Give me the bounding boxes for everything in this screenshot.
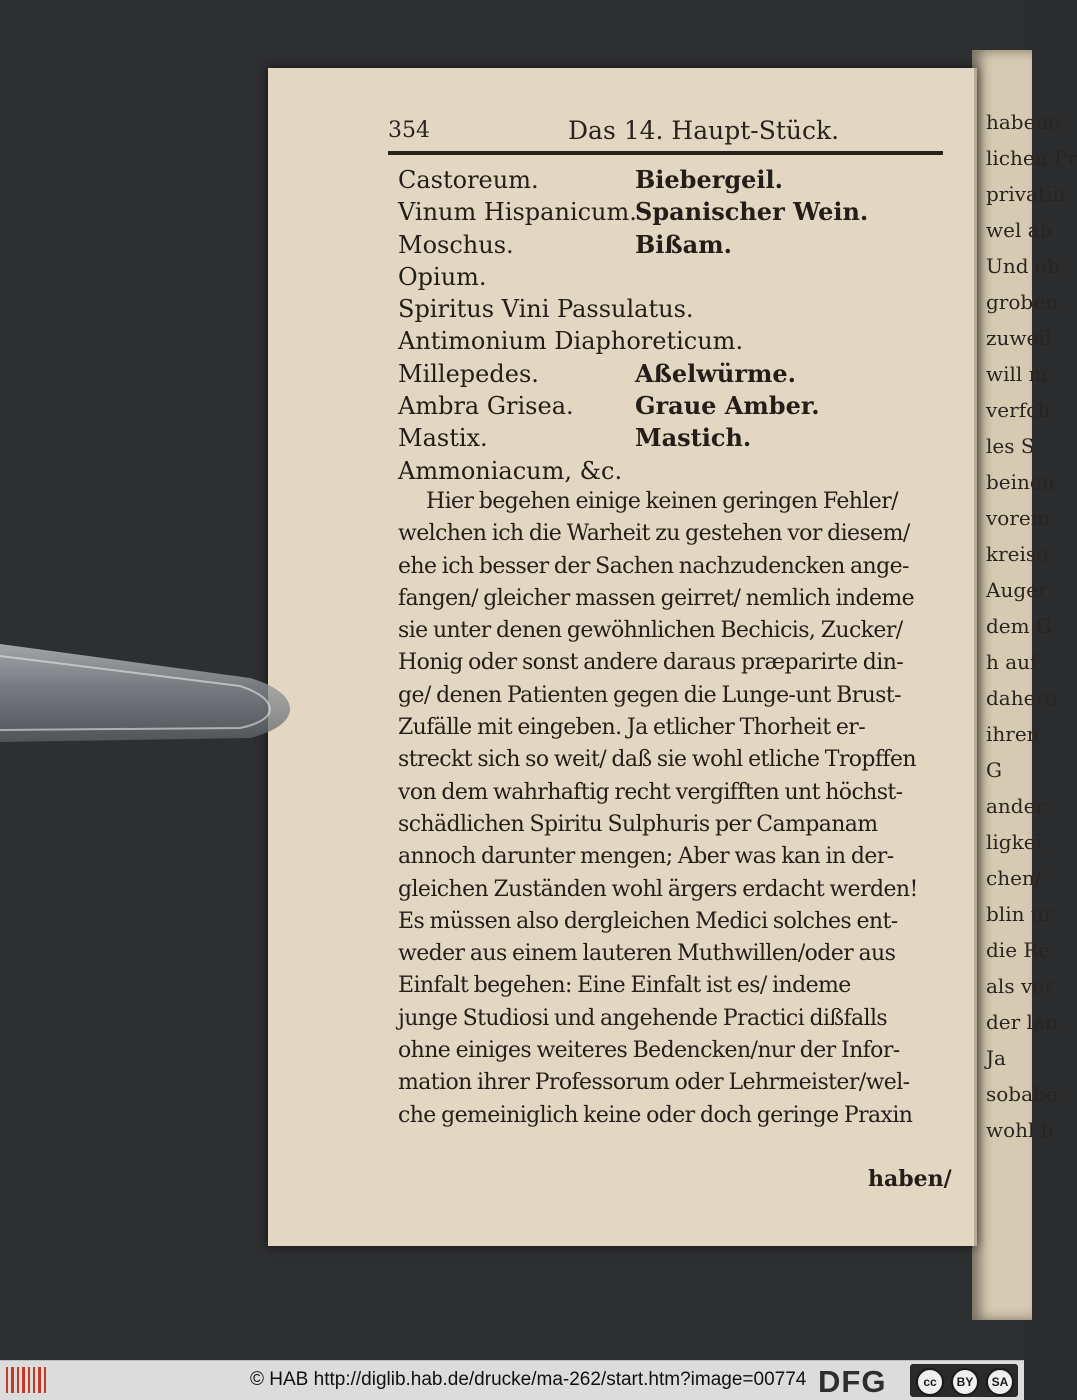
ingredient-row: [398, 455, 958, 487]
text-line: ehe ich besser der Sachen nachzudencken ange-: [398, 553, 909, 579]
ingredient-german: Spanischer Wein.: [635, 197, 869, 227]
facing-page-fragment: als ver: [986, 974, 1054, 998]
ingredient-latin: Spiritus Vini Passulatus.: [398, 295, 694, 324]
facing-page-fragment: vorem: [986, 506, 1050, 530]
ingredient-latin: Antimonium Diaphoreticum.: [398, 327, 744, 356]
ingredient-row: [398, 261, 958, 293]
text-line: Einfalt begehen: Eine Einfalt ist es/ indeme: [398, 973, 851, 999]
facing-page-fragment: h auf: [986, 650, 1038, 674]
text-line: junge Studiosi und angehende Practici dißfalls: [398, 1005, 888, 1031]
text-line: sie unter denen gewöhnlichen Bechicis, Zucker/: [398, 618, 903, 644]
sa-icon: SA: [986, 1368, 1014, 1396]
cc-license-badge[interactable]: [910, 1364, 1018, 1397]
facing-page-fragment: Und ob: [986, 254, 1060, 278]
text-line: weder aus einem lauteren Muthwillen/oder aus: [398, 941, 896, 967]
ingredient-latin: Moschus.: [398, 230, 514, 259]
footer-source-link[interactable]: © HAB http://diglib.hab.de/drucke/ma-262/start.htm?image=00774: [250, 1369, 807, 1390]
ingredient-latin: Mastix.: [398, 424, 488, 453]
text-line: Honig oder sonst andere daraus præparirte din-: [398, 650, 904, 676]
footer-bar: [0, 1360, 1024, 1400]
facing-page-fragment: ligkei: [986, 830, 1042, 854]
text-line: Zufälle mit eingeben. Ja etlicher Thorheit er-: [398, 715, 866, 741]
text-line: Es müssen also dergleichen Medici solches ent-: [398, 908, 898, 934]
ingredient-latin: Ambra Grisea.: [398, 392, 574, 421]
facing-page-fragment: dahero: [986, 686, 1058, 710]
text-line: fangen/ gleicher massen geirret/ nemlich indeme: [398, 585, 915, 611]
facing-page-fragment: Ja: [986, 1046, 1006, 1070]
running-head-title: Das 14. Haupt-Stück.: [568, 116, 840, 145]
page-number: 354: [388, 118, 430, 143]
text-line: ohne einiges weiteres Bedencken/nur der Infor-: [398, 1038, 900, 1064]
facing-page-fragment: ander: [986, 794, 1046, 818]
facing-page-fragment: wohl b: [986, 1118, 1054, 1142]
facing-page-edge: [972, 50, 1077, 1320]
ingredient-row: [398, 390, 958, 422]
facing-page-fragment: wel ab: [986, 218, 1053, 242]
facing-page-fragment: G: [986, 758, 1002, 782]
facing-page-fragment: dem G: [986, 614, 1052, 638]
facing-page-fragment: will m: [986, 362, 1048, 386]
ingredient-list: [398, 164, 958, 487]
facing-page-fragment: lichen Pr: [986, 146, 1077, 170]
ingredient-latin: Opium.: [398, 262, 487, 291]
text-line: mation ihrer Professorum oder Lehrmeister/wel-: [398, 1070, 910, 1096]
ingredient-german: Biebergeil.: [635, 165, 784, 194]
text-line: che gemeiniglich keine oder doch geringe Praxin: [398, 1102, 913, 1128]
ingredient-german: Graue Amber.: [635, 391, 820, 421]
facing-page-fragment: les S: [986, 434, 1035, 458]
by-icon: BY: [951, 1368, 979, 1396]
text-line: streckt sich so weit/ daß sie wohl etliche Tropffen: [398, 747, 916, 773]
dfg-logo: DFG: [818, 1364, 887, 1399]
facing-page-fragment: privatin: [986, 182, 1066, 206]
ingredient-latin: Ammoniacum, &c.: [398, 456, 623, 485]
ingredient-latin: Castoreum.: [398, 166, 539, 194]
head-rule: [388, 151, 943, 155]
facing-page-fragment: zuweil: [986, 326, 1052, 350]
hab-logo-icon: [6, 1367, 46, 1393]
text-line: von dem wahrhaftig recht vergifften unt höchst-: [398, 779, 903, 805]
ingredient-latin: Millepedes.: [398, 359, 539, 388]
ingredient-german: Mastich.: [635, 423, 752, 453]
facing-page-fragment: kreiso: [986, 542, 1049, 566]
facing-page-fragment: der lan: [986, 1010, 1058, 1034]
facing-page-fragment: ihren: [986, 722, 1040, 746]
facing-page-fragment: habene: [986, 110, 1061, 134]
text-line: gleichen Zuständen wohl ärgers erdacht werden!: [398, 876, 918, 902]
facing-page-fragment: verfch: [986, 398, 1051, 422]
text-line: ge/ denen Patienten gegen die Lunge-unt Brust-: [398, 682, 901, 708]
book-page: [268, 68, 977, 1246]
facing-page-fragment: groben: [986, 290, 1058, 314]
ingredient-german: Aßelwürme.: [635, 358, 797, 388]
ingredient-row: [398, 164, 958, 196]
ingredient-row: [398, 325, 958, 357]
ingredient-latin: Vinum Hispanicum.: [398, 198, 637, 227]
catchword: haben/: [868, 1166, 952, 1192]
facing-page-fragment: beinen: [986, 470, 1055, 494]
ingredient-row: [398, 422, 958, 454]
facing-page-fragment: sobabe: [986, 1082, 1058, 1106]
facing-page-fragment: blin ur: [986, 902, 1054, 926]
facing-page-fragment: chen/: [986, 866, 1042, 890]
body-paragraph: [398, 486, 948, 1132]
ingredient-row: [398, 358, 958, 390]
cc-icon: cc: [916, 1368, 944, 1396]
facing-page-fragment: die Re: [986, 938, 1051, 962]
ingredient-row: [398, 293, 958, 325]
text-line: annoch darunter mengen; Aber was kan in der-: [398, 844, 894, 870]
text-line: Hier begehen einige keinen geringen Fehler/: [426, 489, 898, 514]
ingredient-row: [398, 196, 958, 228]
ingredient-german: Bißam.: [635, 229, 732, 259]
text-line: schädlichen Spiritu Sulphuris per Campanam: [398, 811, 878, 837]
facing-page-fragment: Auger: [986, 578, 1048, 602]
text-line: welchen ich die Warheit zu gestehen vor diesem/: [398, 521, 910, 547]
ingredient-row: [398, 229, 958, 261]
